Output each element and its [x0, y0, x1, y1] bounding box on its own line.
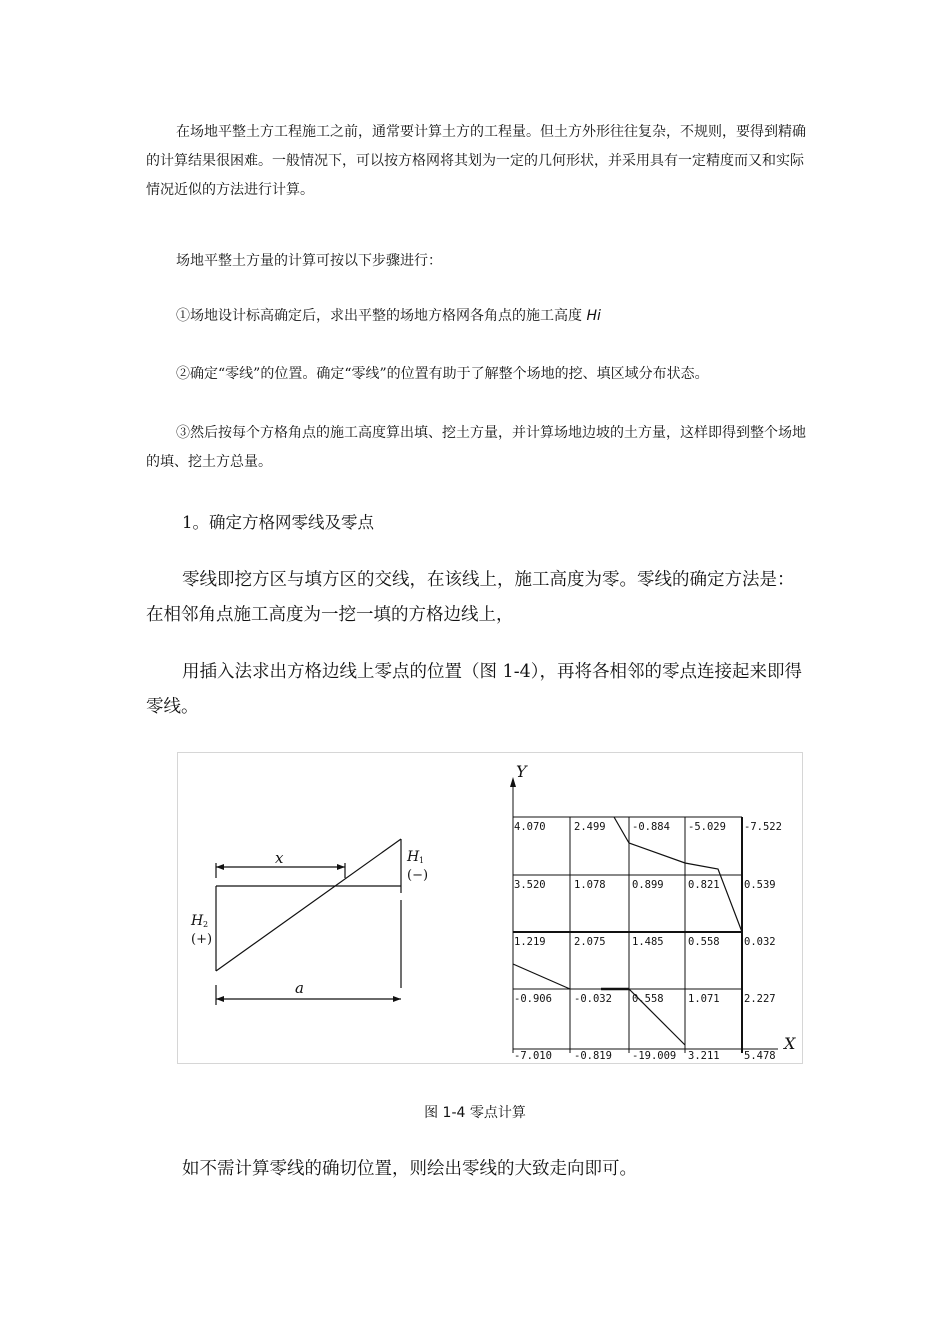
- label-h1: H: [407, 849, 420, 865]
- intro-paragraph: 在场地平整土方工程施工之前，通常要计算土方的工程量。但土方外形往往复杂，不规则，要得到精确的计算结果很困难。一般情况下，可以按方格网将其划为一定的几何形状，并采用具有一定精度而又和实际情况近似的方法进行计算。: [146, 124, 806, 198]
- label-h1-sign: (−): [407, 868, 429, 883]
- grid-value: 1.078: [574, 879, 606, 891]
- grid-value: 3.211: [688, 1050, 720, 1062]
- label-h2: H: [191, 913, 204, 929]
- interpolation-paragraph: 用插入法求出方格边线上零点的位置（图 1-4），再将各相邻的零点连接起来即得零线。: [146, 662, 802, 717]
- grid-value: -7.522: [744, 821, 782, 833]
- grid-value: -0.884: [632, 821, 670, 833]
- a-arrow-left: [216, 996, 224, 1002]
- grid-value: 2.499: [574, 821, 606, 833]
- grid-value: 2.227: [744, 993, 776, 1005]
- grid-value: -0.032: [574, 993, 612, 1005]
- step-1-symbol: Hi: [586, 308, 601, 324]
- grid-value: 0.032: [744, 936, 776, 948]
- label-a: a: [295, 979, 304, 997]
- grid-value: 1.219: [514, 936, 546, 948]
- grid-value: 1.071: [688, 993, 720, 1005]
- grid-value: 4.070: [514, 821, 546, 833]
- grid-value: 2.075: [574, 936, 606, 948]
- grid-value: -0.906: [514, 993, 552, 1005]
- figure-caption: 图 1-4 零点计算: [424, 1105, 526, 1121]
- step-3-paragraph: ③然后按每个方格角点的施工高度算出填、挖土方量，并计算场地边坡的土方量，这样即得到整个场地的填、挖土方总量。: [146, 425, 806, 470]
- grid-value: 0.558: [632, 993, 664, 1005]
- label-h1-subscript: 1: [419, 856, 425, 865]
- section-title: 1。确定方格网零线及零点: [182, 513, 374, 532]
- grid-value: 0.539: [744, 879, 776, 891]
- grid-value: -0.819: [574, 1050, 612, 1062]
- grid-value: 5.478: [744, 1050, 776, 1062]
- zero-line-definition-paragraph: 零线即挖方区与填方区的交线，在该线上，施工高度为零。零线的确定方法是：在相邻角点施工高度为一挖一填的方格边线上，: [146, 570, 795, 625]
- grid-value: 3.520: [514, 879, 546, 891]
- step-1-paragraph: [146, 302, 808, 331]
- grid-value: 0.558: [688, 936, 720, 948]
- figure-1-4: [177, 752, 803, 1064]
- step-2-paragraph: ②确定“零线”的位置。确定“零线”的位置有助于了解整个场地的挖、填区域分布状态。: [176, 366, 709, 382]
- grid-value: -19.009: [632, 1050, 677, 1062]
- closing-paragraph: 如不需计算零线的确切位置，则绘出零线的大致走向即可。: [182, 1159, 637, 1179]
- grid-value: 0.821: [688, 879, 720, 891]
- zero-line-lower-left: [513, 964, 570, 989]
- a-arrow-right: [393, 996, 401, 1002]
- x-arrow-right: [337, 864, 345, 870]
- grid-value: 0.899: [632, 879, 664, 891]
- dimension-arrows: [216, 864, 401, 1002]
- label-h2-subscript: 2: [203, 920, 209, 929]
- grid-value: 1.485: [632, 936, 664, 948]
- figure-drawing: [178, 753, 802, 1063]
- x-arrow-left: [216, 864, 224, 870]
- grid-value: -5.029: [688, 821, 726, 833]
- axis-x-label: X: [784, 1034, 796, 1053]
- interpolation-diagram: [216, 839, 401, 1005]
- axis-y-label: Y: [516, 762, 527, 781]
- label-x: x: [275, 849, 284, 867]
- step-1-text: ①场地设计标高确定后，求出平整的场地方格网各角点的施工高度: [176, 308, 582, 324]
- grid-value: -7.010: [514, 1050, 552, 1062]
- label-h2-sign: (+): [191, 932, 213, 947]
- diagonal-line: [216, 839, 401, 971]
- steps-intro-paragraph: 场地平整土方量的计算可按以下步骤进行：: [176, 253, 442, 269]
